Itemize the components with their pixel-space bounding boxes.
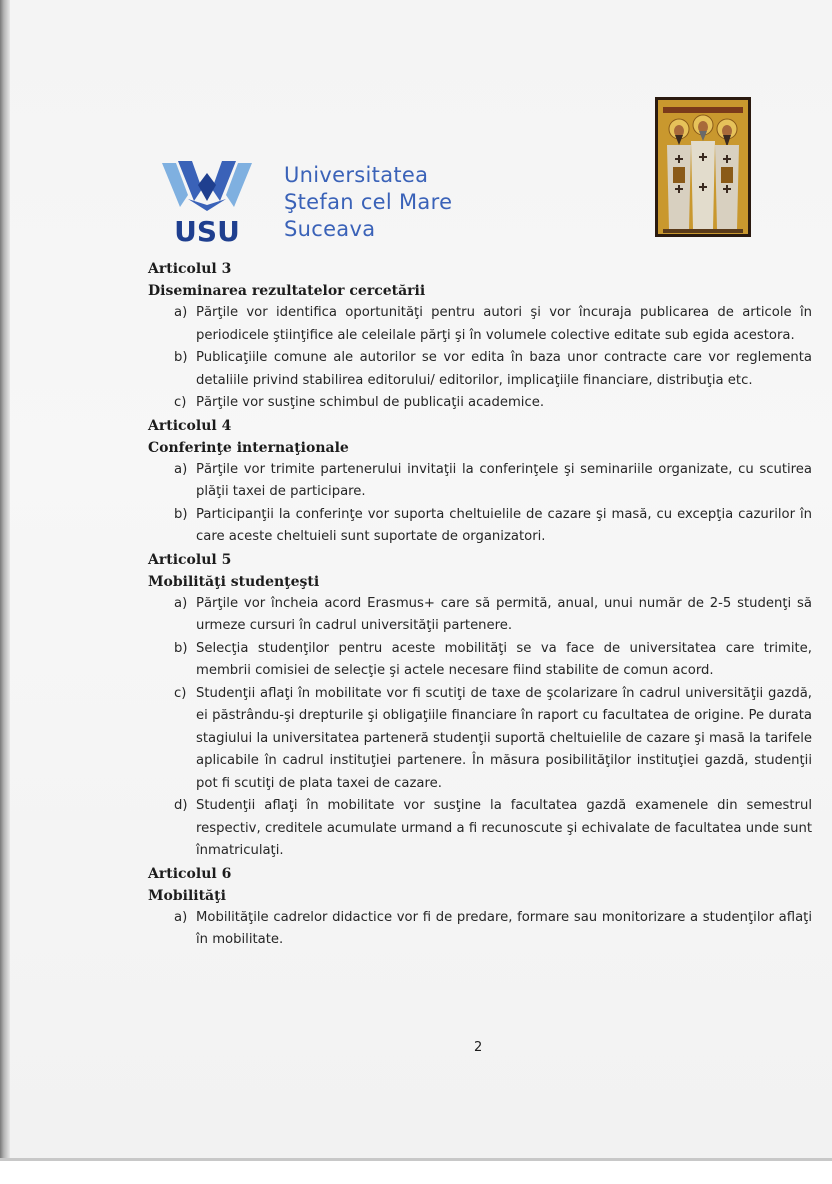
list-item [148,638,812,683]
list-item [148,593,812,638]
item-text: Părţile vor susţine schimbul de publicaţii academice. [196,395,545,410]
item-text: Studenţii aflaţi în mobilitate vor susţine la facultatea gazdă examenele din semestrul respectiv, creditele acumulate urmand a fi recunoscute şi echivalate de facultatea unde sunt înmatriculaţi. [196,798,812,858]
article-5 [148,549,812,863]
university-line-3: Suceava [284,217,376,241]
university-line-1: Universitatea [284,163,429,187]
document-body [148,258,812,952]
list-item [148,683,812,796]
article-3 [148,258,812,415]
article-title: Diseminarea rezultatelor cercetării [148,283,426,299]
list-marker: b) [174,350,188,365]
list-marker: b) [174,640,188,656]
item-text: Studenţii aflaţi în mobilitate vor fi scutiţi de taxe de şcolarizare în cadrul universităţii gazdă, ei păstrându-şi drepturile şi obligaţiile financiare în raport cu facultatea de origine. Pe durata stagiului la universitatea parteneră studenţii suportă cheltuielile de cazare şi masă la tarifele aplicabile în cadrul instituţiei partenere. În măsura posibilităţilor instituţiei gazdă, studenţii pot fi scutiţi de plata taxei de cazare. [196,685,812,791]
article-number: Articolul 6 [148,865,232,882]
page-number: 2 [474,1040,483,1055]
article-number: Articolul 5 [148,551,232,568]
article-title: Conferinţe internaţionale [148,439,349,456]
scan-edge [0,0,10,1160]
logo-abbr: USU [174,215,240,245]
article-6 [148,863,812,952]
item-text: Mobilităţile cadrelor didactice vor fi de predare, formare sau monitorizare a studenţilor aflaţi în mobilitate. [196,909,812,947]
article-number: Articolul 4 [148,417,232,434]
scan-edge-bottom [0,1158,832,1161]
list-marker: d) [174,798,188,813]
list-marker: a) [174,461,188,477]
university-line-2: Ştefan cel Mare [284,190,453,214]
article-number: Articolul 3 [148,261,232,277]
list-item [148,795,812,863]
item-text: Părţile vor identifica oportunităţi pentru autori şi vor încuraja publicarea de articole în periodicele ştiinţifice ale celeilale părţi şi în volumele colective editate sub egida acestora. [196,305,812,343]
list-marker: c) [174,395,187,410]
article-title: Mobilităţi studenţeşti [148,573,320,590]
item-text: Selecţia studenţilor pentru aceste mobilităţi se va face de universitatea care trimite, membrii comisiei de selecţie şi actele necesare fiind stabilite de comun acord. [196,640,812,678]
usu-logo-icon [158,155,256,245]
article-4 [148,415,812,549]
list-marker: a) [174,305,188,320]
list-marker: a) [174,595,188,611]
list-item [148,302,812,347]
list-item [148,907,812,952]
item-text: Părţile vor încheia acord Erasmus+ care să permită, anual, unui număr de 2-5 studenţi să urmeze cursuri în cadrul universităţii partenere. [196,595,812,633]
list-item [148,504,812,549]
list-marker: c) [174,685,187,701]
article-title: Mobilităţi [148,887,226,904]
item-text: Participanţii la conferinţe vor suporta cheltuielile de cazare şi masă, cu excepţia cazurilor în care aceste cheltuieli sunt suportate de organizatori. [196,506,812,544]
university-name [284,162,452,243]
list-marker: a) [174,909,188,925]
list-item [148,459,812,504]
list-item [148,392,812,415]
list-marker: b) [174,506,188,522]
saints-icon-image [655,97,751,237]
item-text: Părţile vor trimite partenerului invitaţii la conferinţele şi seminariile organizate, cu scutirea plăţii taxei de participare. [196,461,812,499]
item-text: Publicaţiile comune ale autorilor se vor edita în baza unor contracte care vor reglementa detaliile privind stabilirea editorului/ editorilor, implicaţiile financiare, distribuţia etc. [196,350,812,388]
list-item [148,347,812,392]
